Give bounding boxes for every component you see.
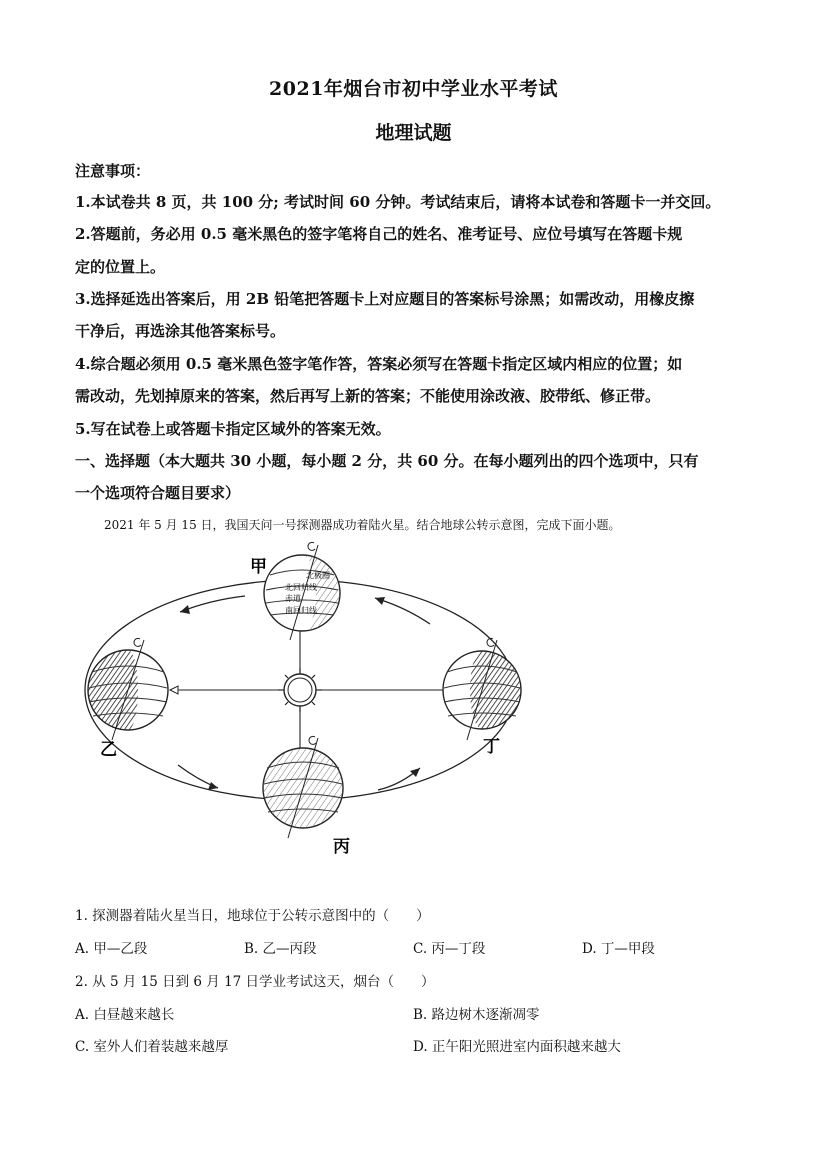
note-line: 2.答题前，务必用 0.5 毫米黑色的签字笔将自己的姓名、准考证号、应位号填写在答题卡规 — [75, 225, 683, 243]
orbit-arrow-upper-left — [180, 596, 245, 614]
section-heading-cont: 一个选项符合题目要求） — [75, 484, 241, 502]
question-intro: 2021 年 5 月 15 日，我国天问一号探测器成功着陆火星。结合地球公转示意图，完成下面小题。 — [104, 518, 621, 532]
note-line: 干净后，再选涂其他答案标号。 — [75, 322, 286, 340]
note-line: 5.写在试卷上或答题卡指定区域外的答案无效。 — [75, 420, 391, 438]
label-ding: 丁 — [483, 737, 500, 757]
question-2-option-d[interactable]: D. 正午阳光照进室内面积越来越大 — [413, 1039, 621, 1055]
label-bing: 丙 — [333, 837, 350, 857]
globe-text-tropic-capricorn: 南回归线 — [285, 606, 317, 615]
note-line: 4.综合题必须用 0.5 毫米黑色签字笔作答，答案必须写在答题卡指定区域内相应的位置；如 — [75, 355, 683, 373]
question-2-option-b[interactable]: B. 路边树木逐渐凋零 — [413, 1007, 540, 1023]
note-line: 需改动，先划掉原来的答案，然后再写上新的答案；不能使用涂改液、胶带纸、修正带。 — [75, 387, 661, 405]
globe-bing — [263, 736, 343, 838]
globe-text-tropic-cancer: 北回归线 — [285, 583, 317, 592]
question-2-option-c[interactable]: C. 室外人们着装越来越厚 — [75, 1039, 229, 1055]
orbit-arrow-lower-right — [378, 768, 420, 790]
notes-heading: 注意事项： — [75, 162, 151, 180]
question-2-option-a[interactable]: A. 白昼越来越长 — [75, 1007, 175, 1023]
note-line: 定的位置上。 — [75, 258, 166, 276]
exam-title: 2021年烟台市初中学业水平考试 — [269, 78, 558, 100]
globe-ding — [443, 638, 521, 740]
note-line: 1.本试卷共 8 页，共 100 分; 考试时间 60 分钟。考试结束后，请将本试卷和答题卡一并交回。 — [75, 193, 721, 211]
question-1-option-a[interactable]: A. 甲—乙段 — [75, 941, 148, 957]
question-1-stem: 1. 探测器着陆火星当日，地球位于公转示意图中的（ ） — [75, 908, 430, 924]
question-1-option-d[interactable]: D. 丁—甲段 — [582, 941, 655, 957]
question-2-stem: 2. 从 5 月 15 日到 6 月 17 日学业考试这天，烟台（ ） — [75, 974, 435, 990]
globe-text-equator: 赤道 — [285, 594, 301, 603]
globe-jia — [264, 542, 340, 640]
section-heading: 一、选择题（本大题共 30 小题，每小题 2 分，共 60 分。在每小题列出的四个选项中，只有 — [75, 452, 699, 470]
label-jia: 甲 — [250, 557, 267, 577]
globe-text-arctic: 北极圈 — [306, 571, 330, 580]
exam-subtitle: 地理试题 — [375, 122, 452, 144]
sun-icon — [278, 668, 322, 712]
note-line: 3.选择延选出答案后，用 2B 铅笔把答题卡上对应题目的答案标号涂黑；如需改动，用橡皮擦 — [75, 290, 695, 308]
orbit-arrow-upper-right — [375, 597, 430, 624]
question-1-option-c[interactable]: C. 丙—丁段 — [413, 941, 486, 957]
globe-yi — [88, 638, 168, 740]
label-yi: 乙 — [100, 740, 117, 760]
question-1-option-b[interactable]: B. 乙—丙段 — [244, 941, 317, 957]
